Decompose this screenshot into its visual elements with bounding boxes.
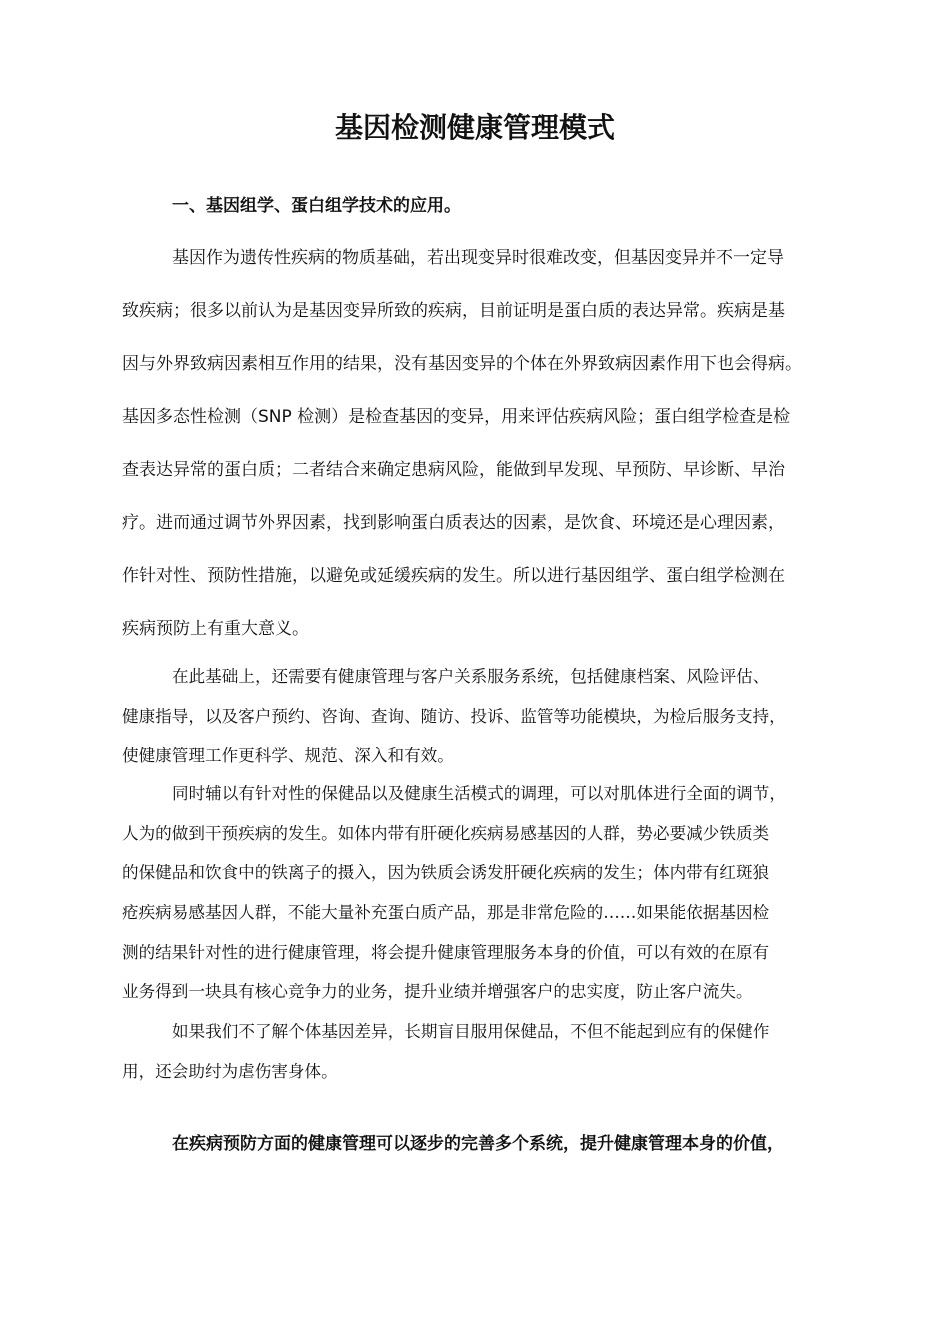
section-heading: 一、基因组学、蛋白组学技术的应用。 bbox=[172, 196, 461, 216]
paragraph-line: 基因作为遗传性疾病的物质基础，若出现变异时很难改变，但基因变异并不一定导 bbox=[172, 248, 784, 268]
paragraph-line: 使健康管理工作更科学、规范、深入和有效。 bbox=[122, 746, 454, 765]
paragraph-line: 用，还会助纣为虐伤害身体。 bbox=[122, 1062, 338, 1081]
paragraph-line: 业务得到一块具有核心竞争力的业务，提升业绩并增强客户的忠实度，防止客户流失。 bbox=[122, 982, 753, 1001]
paragraph-line: 疾病预防上有重大意义。 bbox=[122, 619, 309, 639]
paragraph-line: 测的结果针对性的进行健康管理，将会提升健康管理服务本身的价值，可以有效的在原有 bbox=[122, 943, 770, 962]
paragraph-line: 疮疾病易感基因人群，不能大量补充蛋白质产品，那是非常危险的……如果能依据基因检 bbox=[122, 903, 770, 922]
bold-paragraph: 在疾病预防方面的健康管理可以逐步的完善多个系统，提升健康管理本身的价值， bbox=[172, 1134, 784, 1154]
paragraph-line: 如果我们不了解个体基因差异，长期盲目服用保健品，不但不能起到应有的保健作 bbox=[172, 1022, 770, 1041]
paragraph-line: 人为的做到干预疾病的发生。如体内带有肝硬化疾病易感基因的人群，势必要减少铁质类 bbox=[122, 824, 770, 843]
paragraph-line: 的保健品和饮食中的铁离子的摄入，因为铁质会诱发肝硬化疾病的发生；体内带有红斑狼 bbox=[122, 863, 770, 882]
paragraph-line: 作针对性、预防性措施，以避免或延缓疾病的发生。所以进行基因组学、蛋白组学检测在 bbox=[122, 566, 785, 586]
paragraph-line: 健康指导，以及客户预约、咨询、查询、随访、投诉、监管等功能模块，为检后服务支持， bbox=[122, 707, 786, 726]
paragraph-line: 致疾病；很多以前认为是基因变异所致的疾病，目前证明是蛋白质的表达异常。疾病是基 bbox=[122, 301, 785, 321]
paragraph-line: 基因多态性检测（SNP 检测）是检查基因的变异，用来评估疾病风险；蛋白组学检查是检 bbox=[122, 407, 791, 427]
paragraph-line: 查表达异常的蛋白质；二者结合来确定患病风险，能做到早发现、早预防、早诊断、早治 bbox=[122, 460, 785, 480]
paragraph-line: 在此基础上，还需要有健康管理与客户关系服务系统，包括健康档案、风险评估、 bbox=[172, 667, 770, 686]
paragraph-line: 疗。进而通过调节外界因素，找到影响蛋白质表达的因素，是饮食、环境还是心理因素， bbox=[122, 513, 785, 533]
paragraph-line: 因与外界致病因素相互作用的结果，没有基因变异的个体在外界致病因素作用下也会得病。 bbox=[122, 354, 802, 374]
paragraph-line: 同时辅以有针对性的保健品以及健康生活模式的调理，可以对肌体进行全面的调节， bbox=[172, 784, 786, 803]
document-title: 基因检测健康管理模式 bbox=[334, 111, 615, 144]
